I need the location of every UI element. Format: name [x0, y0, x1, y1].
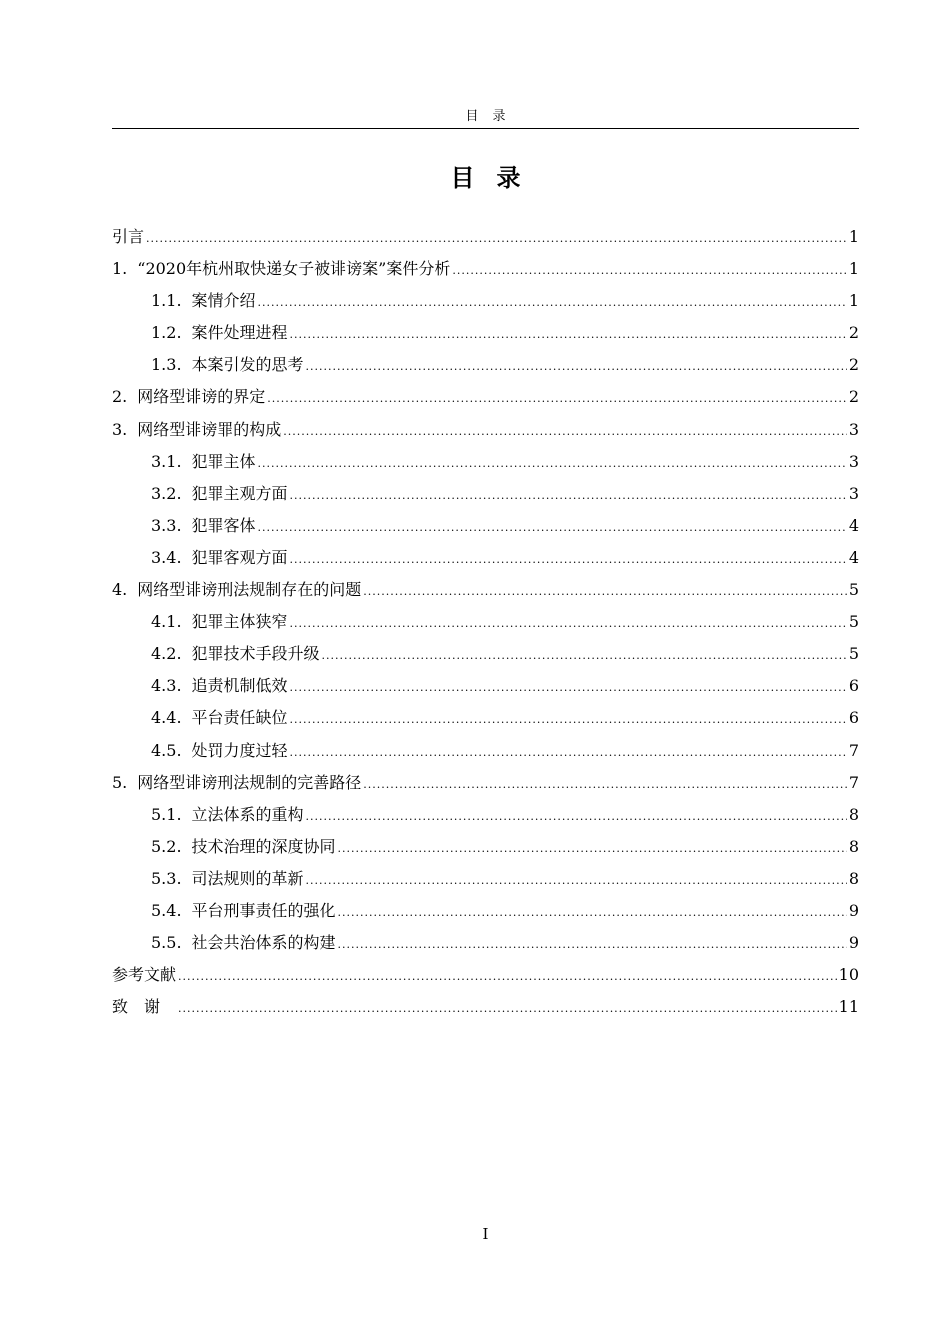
toc-entry-number: 3.4.: [151, 547, 182, 567]
running-header: 目录: [465, 109, 520, 124]
toc-entry[interactable]: [112, 767, 859, 799]
toc-entry[interactable]: [112, 702, 859, 734]
toc-dot-leader: [178, 993, 837, 1025]
toc-entry-page: 4: [848, 515, 859, 535]
toc-dot-leader: [258, 287, 847, 319]
toc-entry-page: 3: [848, 451, 859, 471]
toc-entry-number: 5.3.: [151, 868, 182, 888]
toc-entry-page: 4: [848, 547, 859, 567]
toc-entry-number: 5.4.: [151, 900, 182, 920]
page-number: I: [482, 1225, 489, 1243]
toc-entry[interactable]: [112, 381, 859, 413]
toc-entry-page: 2: [848, 387, 859, 407]
toc-entry[interactable]: [112, 927, 859, 959]
toc-entry-title: 技术治理的深度协同: [191, 836, 336, 856]
toc-entry[interactable]: [112, 253, 859, 285]
toc-entry-page: 6: [848, 676, 859, 696]
toc-entry-number: 3.: [112, 419, 128, 439]
toc-entry[interactable]: [112, 221, 859, 253]
toc-entry-title: 网络型诽谤的界定: [137, 387, 266, 407]
toc-entry[interactable]: [112, 349, 859, 381]
toc-entry[interactable]: [112, 638, 859, 670]
toc-entry-page: 5: [848, 580, 859, 600]
toc-entry-page: 6: [848, 708, 859, 728]
toc-entry-number: 4.2.: [151, 644, 182, 664]
toc-entry[interactable]: [112, 510, 859, 542]
toc-entry-page: 9: [848, 900, 859, 920]
toc-entry-page: 7: [848, 740, 859, 760]
toc-entry-title: 犯罪技术手段升级: [191, 644, 320, 664]
toc-entry-title: 网络型诽谤刑法规制的完善路径: [137, 772, 362, 792]
toc-entry-title: 立法体系的重构: [191, 804, 304, 824]
toc-dot-leader: [363, 769, 847, 801]
toc-entry-number: 3.3.: [151, 515, 182, 535]
toc-dot-leader: [363, 576, 847, 608]
toc-entry-title: 案情介绍: [191, 291, 256, 311]
toc-entry-number: 5.5.: [151, 933, 182, 953]
toc-dot-leader: [146, 223, 847, 255]
toc-entry-page: 2: [848, 355, 859, 375]
toc-entry-title: 犯罪主观方面: [191, 483, 288, 503]
page-title: 目录: [450, 164, 543, 192]
toc-dot-leader: [338, 929, 847, 961]
toc-entry-number: 1.2.: [151, 323, 182, 343]
toc-entry-title: 引言: [112, 227, 145, 246]
toc-dot-leader: [338, 833, 847, 865]
toc-dot-leader: [338, 897, 847, 929]
toc-entry-page: 1: [848, 227, 859, 246]
toc-dot-leader: [258, 512, 847, 544]
toc-dot-leader: [290, 544, 847, 576]
toc-entry-number: 5.2.: [151, 836, 182, 856]
toc-entry[interactable]: [112, 895, 859, 927]
toc-entry-number: 5.1.: [151, 804, 182, 824]
toc-entry-page: 3: [848, 483, 859, 503]
toc-entry-number: 1.1.: [151, 291, 182, 311]
toc-entry-number: 4.4.: [151, 708, 182, 728]
toc-entry-title: 处罚力度过轻: [191, 740, 288, 760]
toc-entry-number: 4.: [112, 580, 128, 600]
toc-entry-title: “2020年杭州取快递女子被诽谤案”案件分析: [137, 259, 451, 279]
toc-entry-number: 3.1.: [151, 451, 182, 471]
toc-dot-leader: [306, 865, 847, 897]
toc-entry-title: 网络型诽谤罪的构成: [137, 419, 282, 439]
toc-entry-number: 5.: [112, 772, 128, 792]
toc-entry-title: 参考文献: [112, 965, 177, 985]
toc-dot-leader: [306, 801, 847, 833]
toc-entry[interactable]: [112, 446, 859, 478]
toc-dot-leader: [290, 704, 847, 736]
toc-entry-number: 4.3.: [151, 676, 182, 696]
toc-entry-page: 8: [848, 868, 859, 888]
toc-dot-leader: [290, 608, 847, 640]
toc-entry-page: 10: [838, 965, 859, 985]
toc-entry[interactable]: [112, 574, 859, 606]
toc-entry-title: 平台责任缺位: [191, 708, 288, 728]
toc-entry-page: 9: [848, 933, 859, 953]
table-of-contents: [112, 221, 859, 1023]
toc-entry-page: 1: [848, 259, 859, 279]
toc-dot-leader: [290, 480, 847, 512]
toc-entry-number: 1.: [112, 259, 128, 279]
toc-entry-page: 5: [848, 644, 859, 664]
toc-entry-title: 犯罪主体: [191, 451, 256, 471]
toc-dot-leader: [178, 961, 837, 993]
toc-entry[interactable]: [112, 863, 859, 895]
toc-entry[interactable]: [112, 414, 859, 446]
toc-dot-leader: [283, 416, 847, 448]
toc-entry-number: 4.5.: [151, 740, 182, 760]
toc-entry-number: 1.3.: [151, 355, 182, 375]
toc-entry-title: 社会共治体系的构建: [191, 933, 336, 953]
toc-entry-title: 本案引发的思考: [191, 355, 304, 375]
toc-entry-page: 3: [848, 419, 859, 439]
toc-entry-page: 2: [848, 323, 859, 343]
toc-entry-title: 平台刑事责任的强化: [191, 900, 336, 920]
toc-entry[interactable]: [112, 542, 859, 574]
toc-entry-title: 致谢: [112, 997, 177, 1017]
toc-dot-leader: [290, 672, 847, 704]
toc-dot-leader: [267, 383, 847, 415]
toc-entry-page: 7: [848, 772, 859, 792]
toc-entry-title: 追责机制低效: [191, 676, 288, 696]
toc-entry[interactable]: [112, 285, 859, 317]
toc-entry-number: 3.2.: [151, 483, 182, 503]
toc-entry-title: 司法规则的革新: [191, 868, 304, 888]
toc-entry[interactable]: [112, 959, 859, 991]
toc-dot-leader: [290, 737, 847, 769]
toc-entry[interactable]: [112, 606, 859, 638]
toc-entry[interactable]: [112, 991, 859, 1023]
toc-entry-page: 8: [848, 836, 859, 856]
toc-entry-number: 2.: [112, 387, 128, 407]
toc-entry[interactable]: [112, 735, 859, 767]
toc-dot-leader: [306, 351, 847, 383]
toc-dot-leader: [258, 448, 847, 480]
toc-dot-leader: [322, 640, 847, 672]
toc-entry-title: 犯罪主体狭窄: [191, 612, 288, 632]
toc-entry-page: 8: [848, 804, 859, 824]
toc-entry-page: 5: [848, 612, 859, 632]
toc-entry-title: 网络型诽谤刑法规制存在的问题: [137, 580, 362, 600]
toc-entry[interactable]: [112, 670, 859, 702]
toc-entry[interactable]: [112, 831, 859, 863]
toc-entry-title: 犯罪客体: [191, 515, 256, 535]
toc-entry[interactable]: [112, 799, 859, 831]
toc-entry[interactable]: [112, 317, 859, 349]
toc-entry-number: 4.1.: [151, 612, 182, 632]
header-rule: [112, 128, 859, 129]
toc-dot-leader: [452, 255, 846, 287]
toc-entry-page: 11: [838, 997, 859, 1017]
toc-entry-page: 1: [848, 291, 859, 311]
toc-entry-title: 案件处理进程: [191, 323, 288, 343]
toc-entry[interactable]: [112, 478, 859, 510]
toc-entry-title: 犯罪客观方面: [191, 547, 288, 567]
toc-dot-leader: [290, 319, 847, 351]
